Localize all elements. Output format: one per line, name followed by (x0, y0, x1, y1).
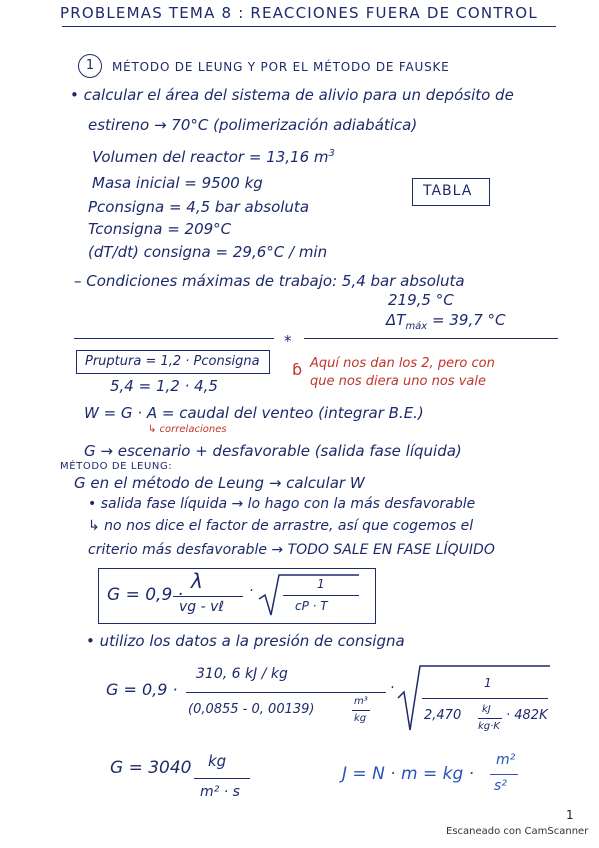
formula-lhs: G = 0,9 · (107, 585, 184, 605)
page-number: 1 (566, 808, 574, 822)
data-pconsigna: Pconsigna = 4,5 bar absoluta (88, 198, 310, 216)
formula2-den-unit-num: m³ (354, 696, 368, 707)
section-title: MÉTODO DE LEUNG Y POR EL MÉTODO DE FAUSKE (112, 60, 450, 74)
result-lhs: G = 3040 (110, 758, 192, 778)
formula2-lhs: G = 0,9 · (106, 680, 178, 699)
tabla-box (412, 178, 490, 206)
formula2-sqrt-unit-num: kJ (482, 704, 491, 715)
w-definition: W = G · A = caudal del venteo (integrar B.E.) (84, 404, 424, 422)
bullet1-line-2: ↳ no nos dice el factor de arrastre, así que cogemos el (88, 518, 474, 534)
leung-line: G en el método de Leung → calcular W (74, 474, 365, 492)
red-note-line-2: que nos diera uno nos vale (310, 374, 486, 389)
formula2-sqrt-unit-bar (478, 718, 502, 719)
red-note-line-1: Aquí nos dan los 2, pero con (310, 356, 495, 371)
sqrt-fraction-bar (283, 595, 359, 596)
result-unit-den: m² · s (200, 784, 240, 800)
title-underline (62, 26, 556, 27)
formula-numerator: λ (191, 569, 203, 593)
rupture-calc: 5,4 = 1,2 · 4,5 (110, 377, 218, 395)
formula2-sqrt-unit-den: kg·K (478, 721, 500, 732)
g-scenario: G → escenario + desfavorable (salida fase líquida) (84, 442, 462, 460)
red-note-marker: ɓ (292, 360, 303, 379)
units-note-num: m² (496, 752, 516, 768)
separator-left (74, 338, 274, 339)
formula2-numerator: 310, 6 kJ / kg (196, 666, 288, 682)
result-unit-num: kg (208, 752, 227, 770)
w-correlaciones: ↳ correlaciones (148, 424, 227, 435)
formula2-dot: · (390, 680, 395, 696)
sqrt-denominator: cP · T (295, 599, 328, 613)
bullet2: • utilizo los datos a la presión de consigna (86, 632, 405, 650)
units-note-den: s² (494, 778, 507, 794)
data-tconsigna: Tconsigna = 209°C (88, 220, 232, 238)
sqrt-numerator: 1 (317, 577, 325, 591)
result-unit-bar (194, 778, 250, 779)
formula2-den-unit-bar (352, 710, 370, 711)
formula-denominator: vg - vℓ (179, 599, 225, 615)
leung-title: MÉTODO DE LEUNG: (60, 461, 173, 472)
asterisk-mark: * (284, 332, 292, 350)
rupture-box (76, 350, 270, 374)
data-dtdt: (dT/dt) consigna = 29,6°C / min (88, 243, 328, 261)
page-title: PROBLEMAS TEMA 8 : REACCIONES FUERA DE CONTROL (60, 4, 538, 22)
formula2-den-unit-den: kg (354, 713, 367, 724)
intro-line-2: estireno → 70°C (polimerización adiabática) (88, 116, 418, 134)
formula2-sqrt-tail: · 482K (506, 708, 548, 723)
formula2-denominator: (0,0855 - 0, 00139) (188, 702, 315, 717)
units-note-lhs: J = N · m = kg · (342, 764, 475, 784)
formula2-sqrt-bar (422, 698, 548, 699)
max-conditions-line-1: – Condiciones máximas de trabajo: 5,4 bar absoluta (74, 272, 465, 290)
bullet1-line-1: • salida fase líquida → lo hago con la más desfavorable (88, 496, 476, 512)
scanner-footer: Escaneado con CamScanner (446, 826, 589, 837)
data-mass: Masa inicial = 9500 kg (92, 174, 263, 192)
formula2-fraction-bar (186, 692, 386, 693)
section-number-circle (78, 54, 102, 78)
leung-formula-box (98, 568, 376, 624)
separator-right (304, 338, 558, 339)
data-volume: Volumen del reactor = 13,16 $m^3$ (92, 148, 335, 166)
section-number: 1 (85, 58, 95, 73)
max-conditions-line-3: $\Delta T_{máx} = 39,7$ °C (386, 311, 506, 332)
formula-fraction-bar (173, 596, 243, 597)
formula2-sqrt-numerator: 1 (484, 676, 492, 690)
rupture-formula: Pruptura = 1,2 · Pconsigna (85, 354, 260, 369)
intro-line-1: • calcular el área del sistema de alivio para un depósito de (70, 86, 514, 104)
formula2-sqrt-den: 2,470 (424, 708, 462, 723)
bullet1-line-3: criterio más desfavorable → TODO SALE EN FASE LÍQUIDO (88, 542, 495, 558)
tabla-label: TABLA (423, 183, 473, 199)
max-conditions-line-2: 219,5 °C (388, 291, 454, 309)
formula-dot: · (249, 583, 254, 599)
units-note-bar (490, 774, 518, 775)
